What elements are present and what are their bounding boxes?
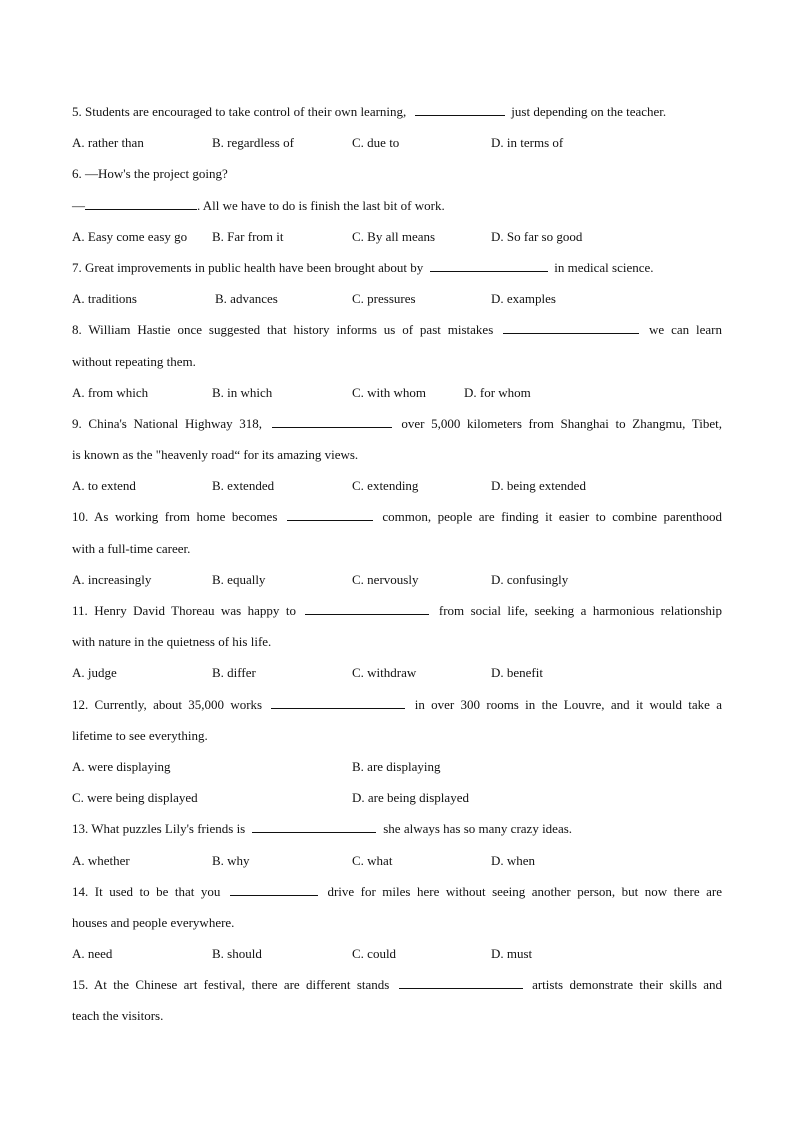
option-a[interactable]: A. whether	[72, 852, 130, 868]
option-c[interactable]: C. pressures	[352, 291, 416, 307]
option-b[interactable]: B. are displaying	[352, 758, 441, 774]
answer-blank[interactable]	[430, 259, 548, 272]
option-c[interactable]: C. with whom	[352, 384, 427, 400]
question-text: 8. William Hastie once suggested that history informs us of past mistakes	[72, 322, 494, 338]
answer-blank[interactable]	[415, 103, 505, 116]
options-11	[72, 657, 722, 688]
question-7	[72, 252, 722, 283]
question-text-cont: houses and people everywhere.	[72, 914, 235, 930]
answer-blank[interactable]	[503, 321, 639, 334]
answer-blank[interactable]	[272, 415, 392, 428]
option-c[interactable]: C. due to	[352, 135, 400, 151]
question-text-cont: teach the visitors.	[72, 1008, 164, 1024]
option-a[interactable]: A. traditions	[72, 291, 137, 307]
options-14	[72, 938, 722, 969]
option-b[interactable]: B. equally	[212, 571, 266, 587]
option-b[interactable]: B. in which	[212, 384, 273, 400]
answer-blank[interactable]	[271, 696, 405, 709]
question-text: 11. Henry David Thoreau was happy to	[72, 603, 296, 618]
question-text-cont: with nature in the quietness of his life.	[72, 634, 272, 650]
question-6-answer-line	[72, 190, 722, 221]
options-9	[72, 470, 722, 501]
option-a[interactable]: A. Easy come easy go	[72, 228, 188, 244]
question-text-cont: lifetime to see everything.	[72, 727, 208, 743]
option-d[interactable]: D. in terms of	[491, 135, 564, 151]
options-5	[72, 127, 722, 158]
option-d[interactable]: D. are being displayed	[352, 790, 469, 806]
question-text: 12. Currently, about 35,000 works	[72, 696, 263, 712]
question-15	[72, 969, 722, 1000]
question-text-after: in medical science.	[554, 259, 654, 275]
options-12-row1	[72, 751, 722, 782]
options-7	[72, 283, 722, 314]
question-11-cont	[72, 626, 722, 657]
question-text: 14. It used to be that you	[72, 883, 221, 899]
question-10-cont	[72, 533, 722, 564]
option-b[interactable]: B. regardless of	[212, 135, 294, 151]
question-6	[72, 158, 722, 189]
option-a[interactable]: A. need	[72, 946, 113, 962]
question-14	[72, 876, 722, 907]
question-text: 5. Students are encouraged to take control of their own learning,	[72, 104, 407, 119]
question-15-cont	[72, 1000, 722, 1031]
option-a[interactable]: A. judge	[72, 665, 117, 681]
question-text: 6. —How's the project going?	[72, 166, 228, 182]
answer-blank[interactable]	[399, 976, 523, 989]
option-c[interactable]: C. nervously	[352, 571, 419, 587]
option-b[interactable]: B. differ	[212, 665, 256, 681]
option-b[interactable]: B. advances	[215, 291, 278, 307]
question-14-cont	[72, 907, 722, 938]
question-text-after: just depending on the teacher.	[511, 104, 667, 119]
option-d[interactable]: D. confusingly	[491, 571, 569, 587]
question-text: 15. At the Chinese art festival, there are different stands	[72, 977, 390, 993]
question-5	[72, 96, 722, 127]
options-13	[72, 845, 722, 876]
option-a[interactable]: A. increasingly	[72, 571, 152, 587]
question-9-cont	[72, 439, 722, 470]
option-a[interactable]: A. rather than	[72, 135, 144, 151]
question-13	[72, 813, 722, 844]
answer-blank[interactable]	[305, 602, 429, 615]
option-a[interactable]: A. to extend	[72, 478, 136, 494]
answer-blank[interactable]	[85, 197, 197, 210]
dash-prefix: —	[72, 197, 85, 213]
answer-blank[interactable]	[230, 883, 318, 896]
question-text: 10. As working from home becomes	[72, 509, 278, 525]
question-text-after: . All we have to do is finish the last bit of work.	[197, 197, 445, 213]
option-d[interactable]: D. examples	[491, 291, 556, 307]
question-text-after: we can learn	[649, 322, 722, 338]
options-12-row2	[72, 782, 722, 813]
option-d[interactable]: D. being extended	[491, 478, 586, 494]
option-b[interactable]: B. should	[212, 946, 262, 962]
question-8-cont	[72, 346, 722, 377]
question-8	[72, 314, 722, 345]
option-d[interactable]: D. So far so good	[491, 228, 583, 244]
options-10	[72, 564, 722, 595]
question-text-after: over 5,000 kilometers from Shanghai to Zhangmu, Tibet,	[401, 415, 722, 431]
question-text-after: artists demonstrate their skills and	[532, 977, 722, 993]
question-text-after: she always has so many crazy ideas.	[383, 821, 573, 837]
question-9	[72, 408, 722, 439]
option-c[interactable]: C. were being displayed	[72, 790, 198, 806]
question-text: 9. China's National Highway 318,	[72, 415, 263, 431]
question-text-cont: with a full-time career.	[72, 540, 191, 556]
option-b[interactable]: B. extended	[212, 478, 275, 494]
option-c[interactable]: C. By all means	[352, 228, 436, 244]
question-12-cont	[72, 720, 722, 751]
option-b[interactable]: B. why	[212, 852, 250, 868]
options-6	[72, 221, 722, 252]
option-a[interactable]: A. from which	[72, 384, 149, 400]
option-b[interactable]: B. Far from it	[212, 228, 284, 244]
question-10	[72, 501, 722, 532]
option-a[interactable]: A. were displaying	[72, 758, 171, 774]
option-c[interactable]: C. extending	[352, 478, 419, 494]
question-text-after: common, people are finding it easier to combine parenthood	[382, 509, 722, 525]
question-text: 7. Great improvements in public health have been brought about by	[72, 259, 424, 275]
question-text-cont: without repeating them.	[72, 353, 196, 369]
question-text-after: from social life, seeking a harmonious relationship	[438, 603, 722, 618]
question-11	[72, 595, 722, 626]
options-8	[72, 377, 722, 408]
option-c[interactable]: C. what	[352, 852, 393, 868]
option-d[interactable]: D. for whom	[464, 384, 531, 400]
question-text-after: drive for miles here without seeing another person, but now there are	[327, 883, 722, 899]
question-12	[72, 689, 722, 720]
question-text: 13. What puzzles Lily's friends is	[72, 821, 246, 837]
option-d[interactable]: D. benefit	[491, 665, 543, 681]
answer-blank[interactable]	[252, 820, 376, 833]
option-d[interactable]: D. must	[491, 946, 533, 962]
question-text-after: in over 300 rooms in the Louvre, and it would take a	[414, 696, 722, 712]
option-d[interactable]: D. when	[491, 852, 536, 868]
exam-page	[72, 96, 722, 1032]
answer-blank[interactable]	[287, 508, 373, 521]
option-c[interactable]: C. could	[352, 946, 397, 962]
option-c[interactable]: C. withdraw	[352, 665, 417, 681]
question-text-cont: is known as the "heavenly road“ for its amazing views.	[72, 447, 359, 463]
